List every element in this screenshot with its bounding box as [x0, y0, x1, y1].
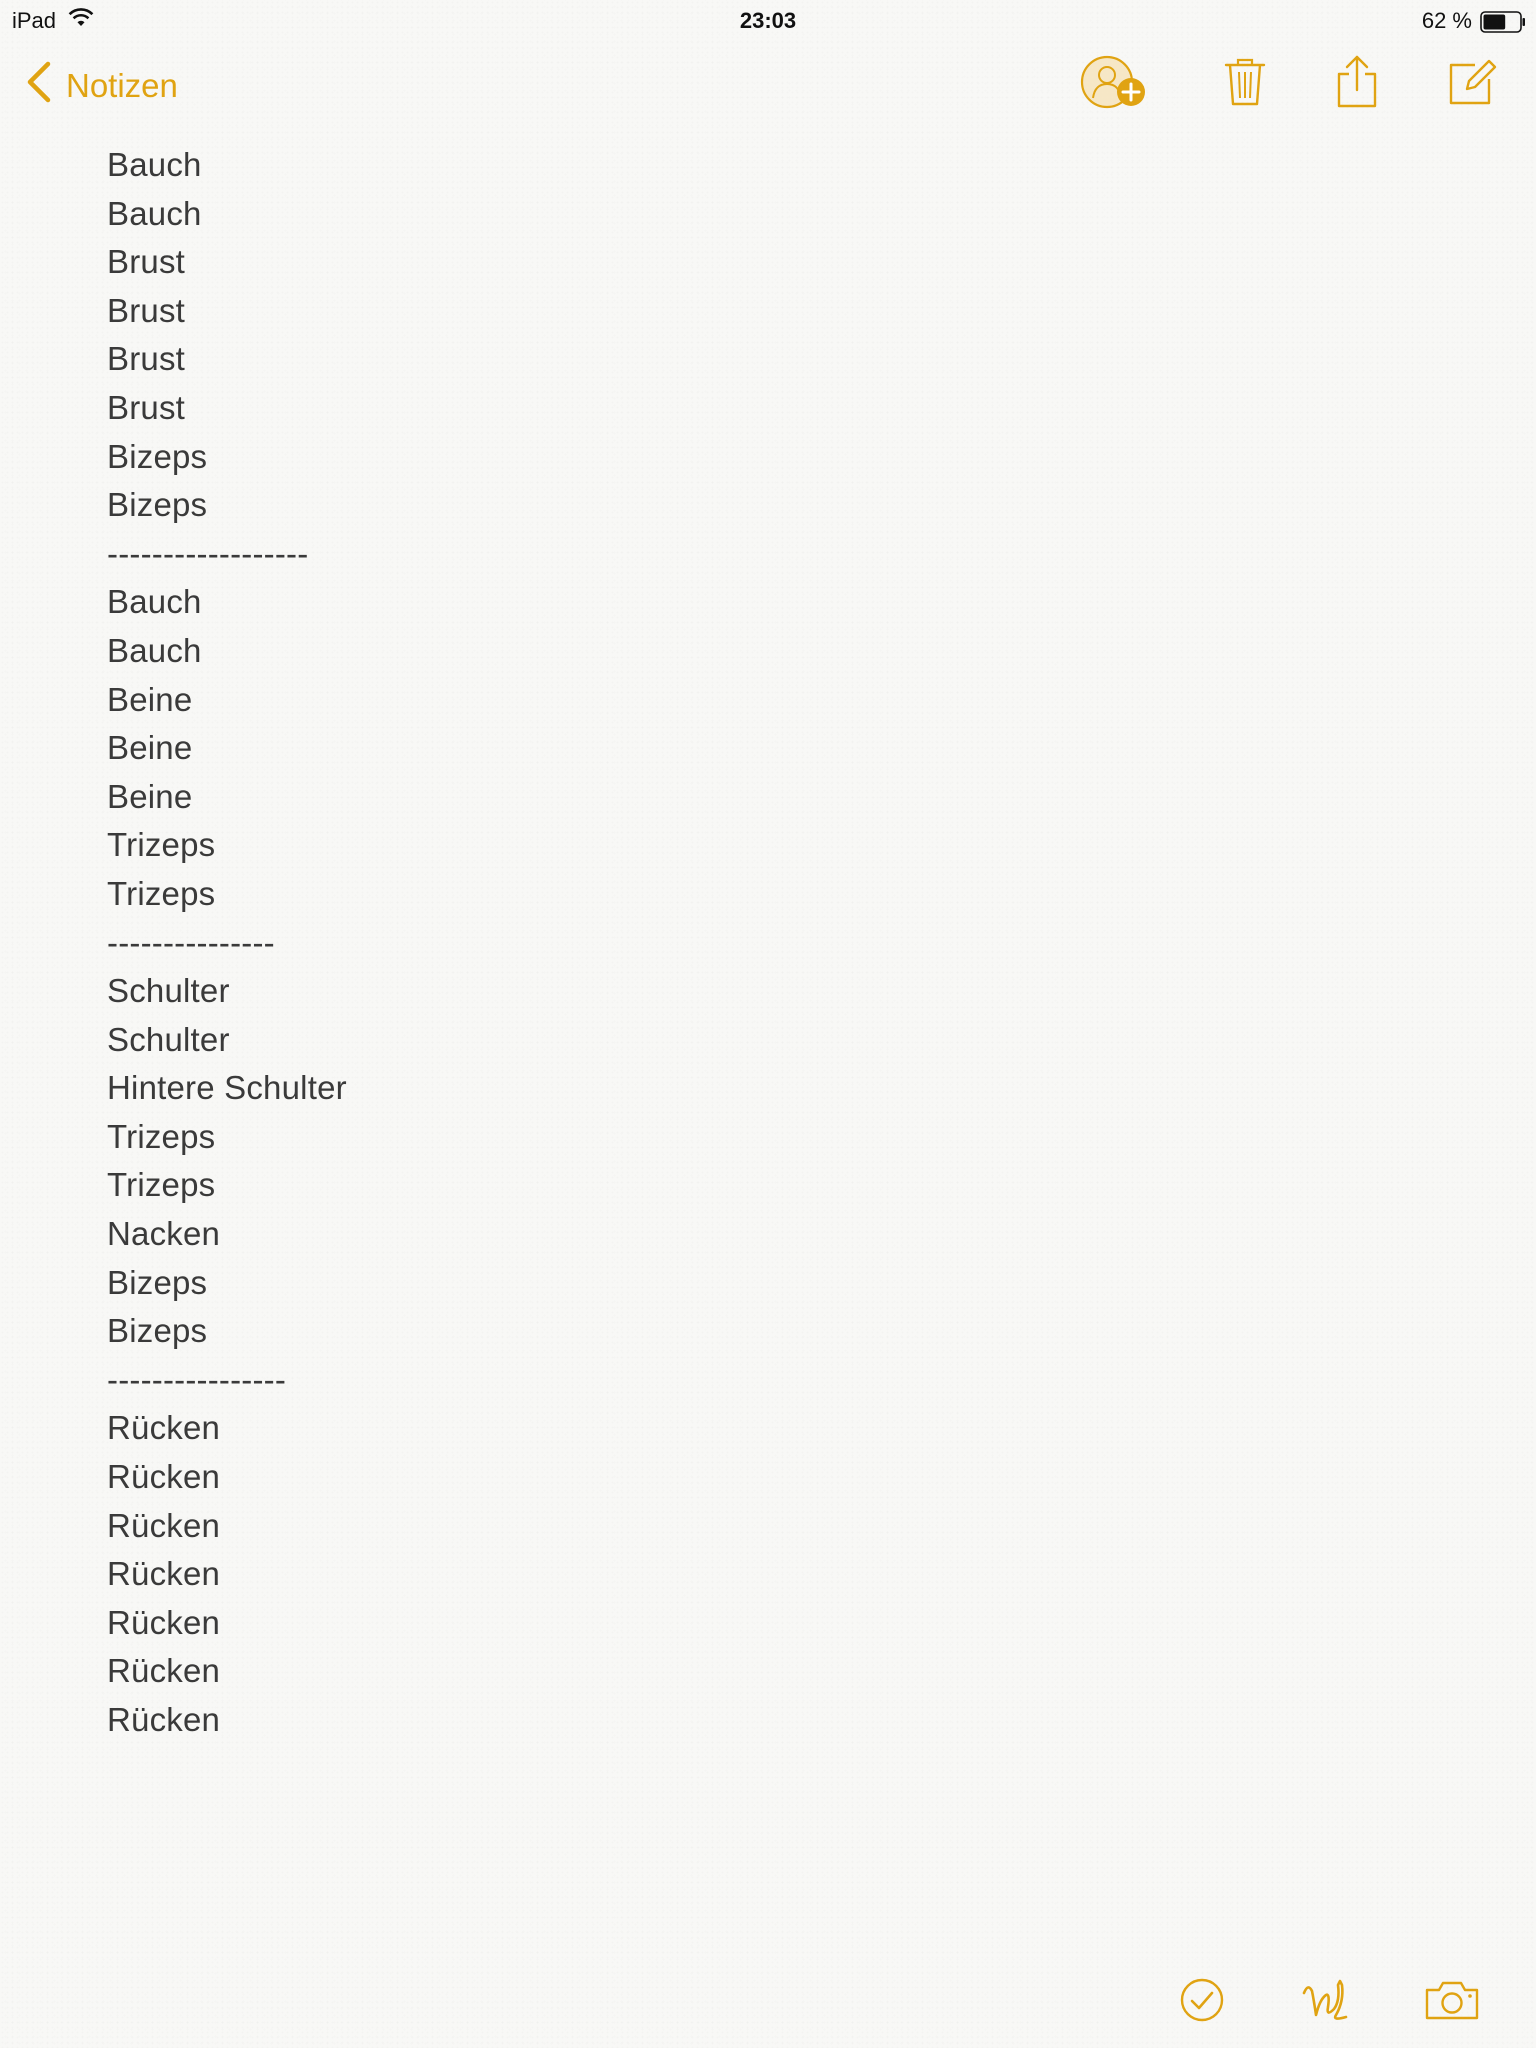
device-name: iPad	[12, 8, 57, 33]
bottom-toolbar	[0, 1970, 1536, 2040]
note-line: Bizeps	[107, 1312, 208, 1350]
note-line: Beine	[107, 680, 193, 718]
note-line: Trizeps	[107, 1166, 216, 1204]
note-line: Brust	[107, 388, 186, 426]
back-button[interactable]	[24, 60, 178, 112]
note-line: Bizeps	[107, 437, 208, 475]
note-line: Rücken	[107, 1701, 221, 1738]
camera-button[interactable]	[1420, 1970, 1484, 2034]
note-line: Bizeps	[107, 1263, 208, 1301]
note-line: Trizeps	[107, 874, 216, 912]
note-body[interactable]	[107, 141, 1407, 1745]
note-line: Rücken	[107, 1506, 221, 1544]
note-separator-line: ------------------	[107, 534, 309, 572]
delete-button[interactable]	[1213, 52, 1277, 116]
status-bar	[0, 0, 1536, 40]
battery-percent: 62 %	[1421, 8, 1472, 33]
compose-icon	[1447, 57, 1497, 112]
note-line: Trizeps	[107, 1117, 216, 1155]
note-line: Schulter	[107, 972, 230, 1010]
back-label: Notizen	[66, 67, 178, 104]
note-line: Brust	[107, 243, 186, 281]
note-line: Brust	[107, 340, 186, 378]
note-line: Bauch	[107, 146, 202, 183]
checklist-icon	[1179, 1977, 1225, 2028]
compose-button[interactable]	[1440, 52, 1504, 116]
chevron-left-icon	[24, 60, 52, 112]
note-line: Bauch	[107, 583, 202, 621]
note-line: Rücken	[107, 1409, 221, 1447]
note-line: Hintere Schulter	[107, 1069, 347, 1107]
sketch-button[interactable]	[1293, 1970, 1357, 2034]
note-line: Bauch	[107, 631, 202, 669]
note-line: Schulter	[107, 1020, 230, 1058]
note-line: Bizeps	[107, 486, 208, 524]
note-line: Rücken	[107, 1458, 221, 1496]
navigation-bar	[0, 52, 1536, 116]
sketch-icon	[1300, 1977, 1350, 2028]
trash-icon	[1223, 56, 1267, 113]
status-right	[1422, 8, 1524, 34]
share-icon	[1335, 54, 1379, 115]
note-line: Rücken	[107, 1603, 221, 1641]
note-line: Rücken	[107, 1652, 221, 1690]
note-line: Bauch	[107, 194, 202, 232]
note-separator-line: ----------------	[107, 1360, 287, 1398]
note-line: Trizeps	[107, 826, 216, 864]
note-separator-line: ---------------	[107, 923, 275, 961]
camera-icon	[1423, 1978, 1481, 2027]
status-time: 23:03	[739, 8, 797, 33]
note-line: Brust	[107, 291, 186, 329]
checklist-button[interactable]	[1170, 1970, 1234, 2034]
add-person-icon	[1077, 52, 1151, 117]
note-line: Rücken	[107, 1555, 221, 1593]
battery-icon	[1480, 11, 1524, 31]
note-line: Nacken	[107, 1215, 221, 1253]
note-line: Beine	[107, 729, 193, 767]
share-button[interactable]	[1325, 52, 1389, 116]
note-line: Beine	[107, 777, 193, 815]
add-person-button[interactable]	[1082, 52, 1146, 116]
